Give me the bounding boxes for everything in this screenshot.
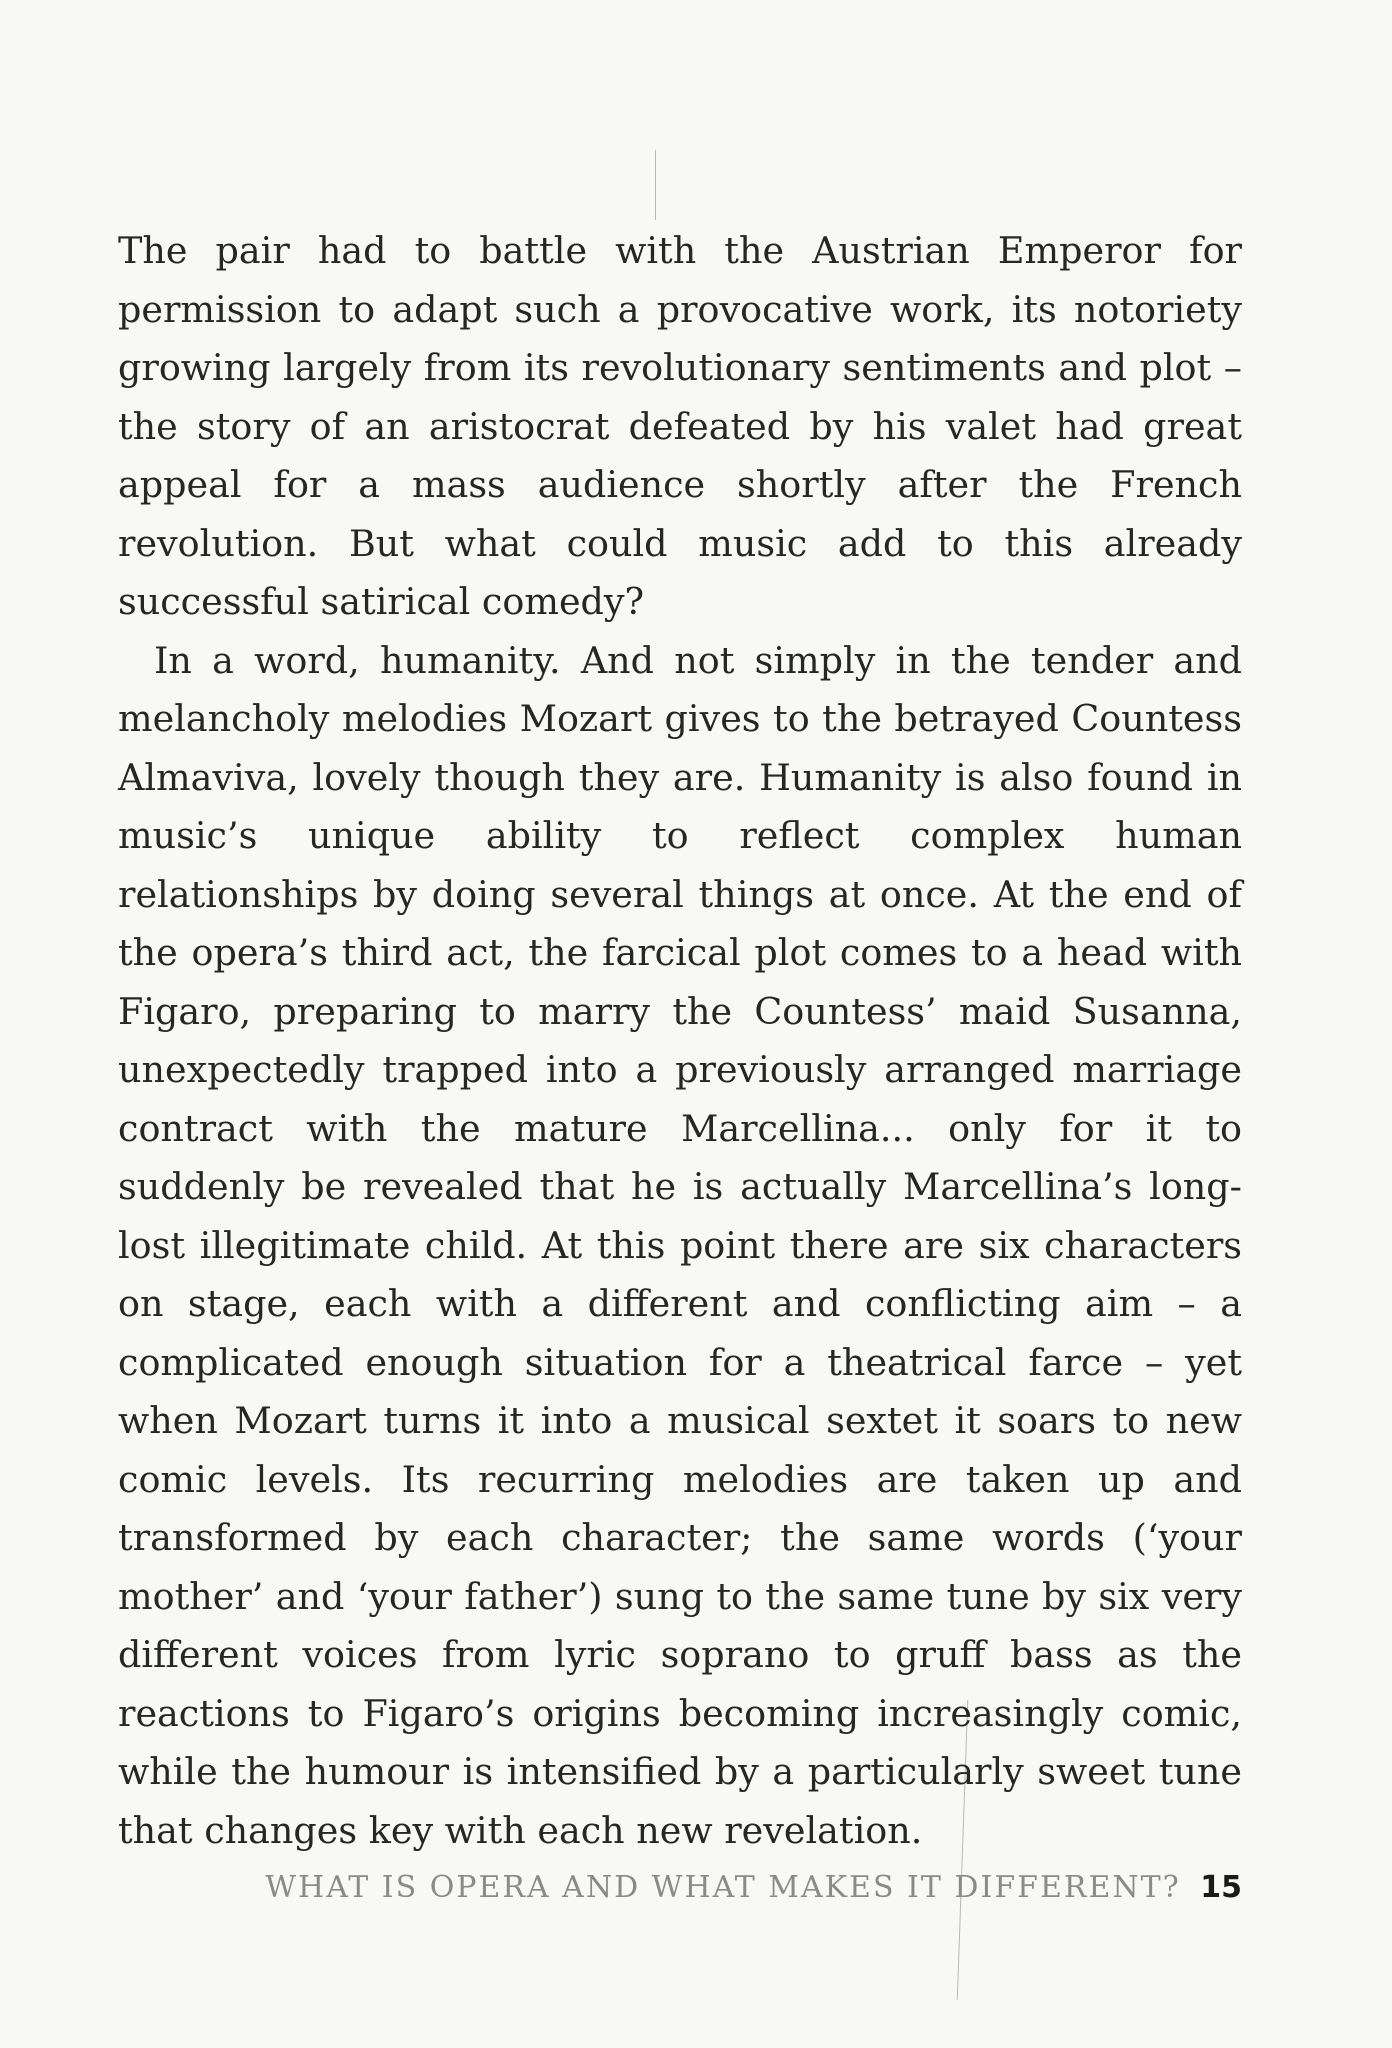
body-text: [118, 222, 1242, 1860]
paragraph: The pair had to battle with the Austrian Emperor for permission to adapt such a provocative work, its notoriety growing largely from its revolutionary sentiments and plot – the story of an aristocrat defeated by his valet had great appeal for a mass audience shortly after the French revolution. But what could music add to this already successful satirical comedy?: [118, 229, 1242, 623]
paragraph: In a word, humanity. And not simply in the tender and melancholy melodies Mozart gives to the betrayed Countess Almaviva, lovely though they are. Humanity is also found in music’s unique ability to reflect complex human relationships by doing several things at once. At the end of the opera’s third act, the farcical plot comes to a head with Figaro, preparing to marry the Countess’ maid Susanna, unexpectedly trapped into a previously arranged marriage contract with the mature Marcellina... only for it to suddenly be revealed that he is actually Marcellina’s long-lost illegitimate child. At this point there are six characters on stage, each with a different and conflicting aim – a complicated enough situation for a theatrical farce – yet when Mozart turns it into a musical sextet it soars to new comic levels. Its recurring melodies are taken up and transformed by each character; the same words (‘your mother’ and ‘your father’) sung to the same tune by six very different voices from lyric soprano to gruff bass as the reactions to Figaro’s origins becoming increasingly comic, while the humour is intensified by a particularly sweet tune that changes key with each new revelation.: [118, 638, 1242, 1852]
scan-fold-line: [655, 150, 656, 220]
running-footer: [265, 1868, 1242, 1908]
running-title: WHAT IS OPERA AND WHAT MAKES IT DIFFERENT?: [265, 1870, 1181, 1905]
page-number: 15: [1200, 1870, 1242, 1905]
